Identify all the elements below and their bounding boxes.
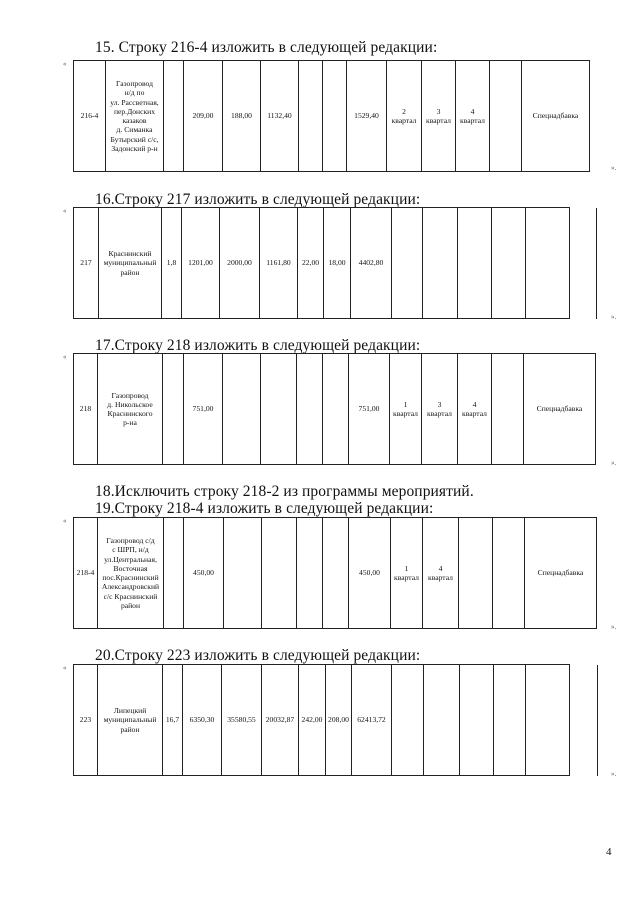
cell-amount-3: 1161,80 [260, 208, 298, 319]
cell-amount-5 [323, 518, 349, 629]
cell-quarter-2 [424, 665, 460, 776]
quote-open-mark: « [63, 517, 67, 525]
cell-amount-2: 2000,00 [220, 208, 260, 319]
table-row-217 [73, 207, 597, 319]
cell-amount-5 [323, 61, 347, 172]
cell-amount-1: 209,00 [184, 61, 223, 172]
cell-total: 62413,72 [352, 665, 392, 776]
table-row-216-4 [73, 60, 590, 172]
section-20-heading: 20.Строку 223 изложить в следующей редакции: [95, 647, 421, 664]
cell-funding-source [526, 208, 570, 319]
cell-empty [492, 208, 526, 319]
quote-close-mark: ». [611, 459, 617, 467]
cell-quarter-3: 4 квартал [458, 354, 492, 465]
table-row [74, 665, 598, 776]
cell-blank [570, 208, 597, 319]
table-row [74, 208, 597, 319]
quote-close-mark: ». [611, 313, 617, 321]
cell-empty [494, 665, 526, 776]
cell-amount-3 [261, 354, 297, 465]
row-number: 218-4 [74, 518, 98, 629]
row-number: 223 [74, 665, 98, 776]
cell-amount-1: 1201,00 [182, 208, 220, 319]
cell-length [164, 61, 184, 172]
cell-amount-3: 20032,87 [262, 665, 299, 776]
quote-open-mark: « [63, 353, 67, 361]
cell-length: 1,8 [162, 208, 182, 319]
cell-amount-2: 188,00 [223, 61, 261, 172]
cell-amount-4: 242,00 [299, 665, 326, 776]
quote-open-mark: « [63, 664, 67, 672]
cell-amount-5: 208,00 [326, 665, 352, 776]
cell-amount-1: 6350,30 [183, 665, 222, 776]
cell-blank [570, 665, 598, 776]
table-row [74, 354, 596, 465]
cell-quarter-2 [423, 208, 458, 319]
section-16-heading: 16.Строку 217 изложить в следующей редакции: [95, 191, 421, 208]
cell-quarter-3 [458, 208, 492, 319]
row-number: 217 [74, 208, 99, 319]
row-number: 216-4 [74, 61, 106, 172]
cell-amount-5: 18,00 [324, 208, 351, 319]
cell-quarter-3: 4 квартал [456, 61, 490, 172]
object-name: Газопровод с/д с ШРП, н/д ул.Центральная, Восточная пос.Краснинский Александровский с/с Краснинский район [98, 518, 164, 629]
row-number: 218 [74, 354, 98, 465]
section-17-heading: 17.Строку 218 изложить в следующей редакции: [95, 337, 421, 354]
cell-amount-3 [262, 518, 297, 629]
cell-length [164, 518, 184, 629]
cell-funding-source: Спецнадбавка [524, 354, 596, 465]
quote-open-mark: « [63, 60, 67, 68]
cell-amount-5 [323, 354, 349, 465]
cell-amount-1: 450,00 [184, 518, 224, 629]
cell-total: 751,00 [349, 354, 390, 465]
cell-quarter-2: 3 квартал [422, 61, 456, 172]
cell-amount-3: 1132,40 [261, 61, 299, 172]
table-row-218 [73, 353, 596, 465]
cell-empty [492, 354, 524, 465]
section-18-19-heading: 18.Исключить строку 218-2 из программы мероприятий. 19.Строку 218-4 изложить в следующей редакции: [95, 483, 474, 517]
cell-amount-2 [223, 354, 261, 465]
cell-total: 1529,40 [347, 61, 387, 172]
cell-empty [493, 518, 525, 629]
table-row-218-4 [73, 517, 597, 629]
table-row-223 [73, 664, 598, 776]
cell-length: 16,7 [163, 665, 183, 776]
cell-amount-4 [297, 518, 323, 629]
quote-close-mark: ». [611, 770, 617, 778]
cell-empty [490, 61, 522, 172]
quote-close-mark: ». [611, 164, 617, 172]
cell-amount-4 [299, 61, 323, 172]
section-15-heading: 15. Строку 216-4 изложить в следующей редакции: [95, 39, 438, 56]
table-row [74, 518, 597, 629]
quote-open-mark: « [63, 207, 67, 215]
object-name: Краснинский муниципальный район [99, 208, 162, 319]
cell-quarter-1: 2 квартал [387, 61, 422, 172]
cell-amount-4 [297, 354, 323, 465]
cell-funding-source: Спецнадбавка [522, 61, 590, 172]
object-name: Липецкий муниципальный район [98, 665, 163, 776]
cell-amount-4: 22,00 [298, 208, 324, 319]
cell-amount-2: 35580,55 [222, 665, 262, 776]
cell-quarter-1 [392, 665, 424, 776]
cell-amount-2 [224, 518, 262, 629]
cell-quarter-3 [459, 518, 493, 629]
cell-quarter-2: 4 квартал [423, 518, 459, 629]
cell-amount-1: 751,00 [184, 354, 223, 465]
object-name: Газопровод д. Никольское Краснинского р-на [98, 354, 163, 465]
object-name: Газопровод н/д по ул. Рассветная, пер.Донских казаков д. Симанка Бутырский с/с, Задонский р-н [106, 61, 164, 172]
cell-length [163, 354, 184, 465]
cell-quarter-3 [460, 665, 494, 776]
cell-quarter-2: 3 квартал [422, 354, 458, 465]
quote-close-mark: ». [611, 623, 617, 631]
table-row [74, 61, 590, 172]
cell-funding-source [526, 665, 570, 776]
cell-quarter-1: 1 квартал [390, 354, 422, 465]
page-number: 4 [606, 846, 612, 858]
cell-quarter-1: 1 квартал [391, 518, 423, 629]
cell-total: 450,00 [349, 518, 391, 629]
cell-funding-source: Спецнадбавка [525, 518, 597, 629]
cell-quarter-1 [392, 208, 423, 319]
cell-total: 4402,80 [351, 208, 392, 319]
